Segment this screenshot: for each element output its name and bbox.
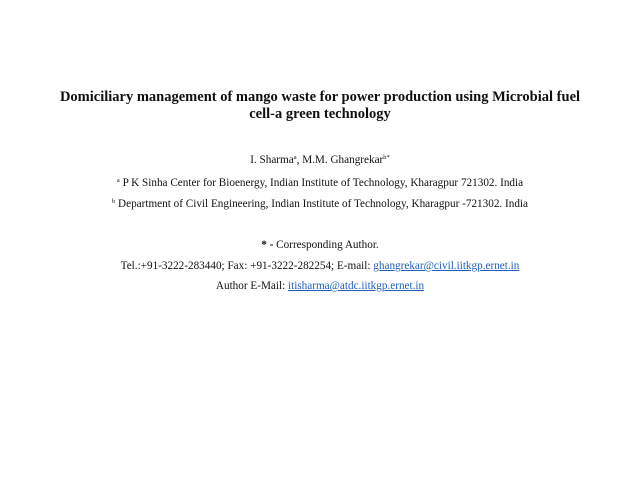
author-1-affiliation-mark: a [293, 154, 297, 161]
author-email-prefix: Author E-Mail: [215, 280, 288, 292]
contact-prefix: Tel.:+91-3222-283440; Fax: +91-3222-282254; E-mail: [120, 260, 374, 272]
paper-title-line-2: cell-a green technology [249, 106, 391, 122]
corresponding-email-link[interactable]: ghangrekar@civil.iitkgp.ernet.in [373, 260, 520, 272]
affiliation-b-mark: b [112, 198, 116, 205]
author-2-affiliation-mark: b* [383, 154, 390, 161]
corresponding-label: Corresponding Author. [273, 239, 379, 251]
author-1-name: I. Sharma [250, 154, 294, 166]
paper-title [30, 89, 610, 123]
affiliation-a-mark: a [116, 177, 120, 184]
author-email-line [0, 279, 640, 293]
corresponding-marker: * - [261, 239, 274, 251]
paper-title-line-1: Domiciliary management of mango waste for power production using Microbial fuel [59, 89, 581, 105]
author-separator: , [296, 154, 303, 166]
author-email-link[interactable]: itisharma@atdc.iitkgp.ernet.in [287, 280, 425, 292]
author-line [0, 153, 640, 167]
affiliation-a [0, 176, 640, 190]
affiliation-b-text: Department of Civil Engineering, Indian Institute of Technology, Kharagpur -721302. India [115, 198, 528, 210]
corresponding-author-line [0, 238, 640, 252]
author-2-name: M.M. Ghangrekar [302, 154, 384, 166]
affiliation-b [0, 197, 640, 211]
contact-line [0, 259, 640, 273]
affiliation-a-text: P K Sinha Center for Bioenergy, Indian Institute of Technology, Kharagpur 721302. India [119, 177, 524, 189]
